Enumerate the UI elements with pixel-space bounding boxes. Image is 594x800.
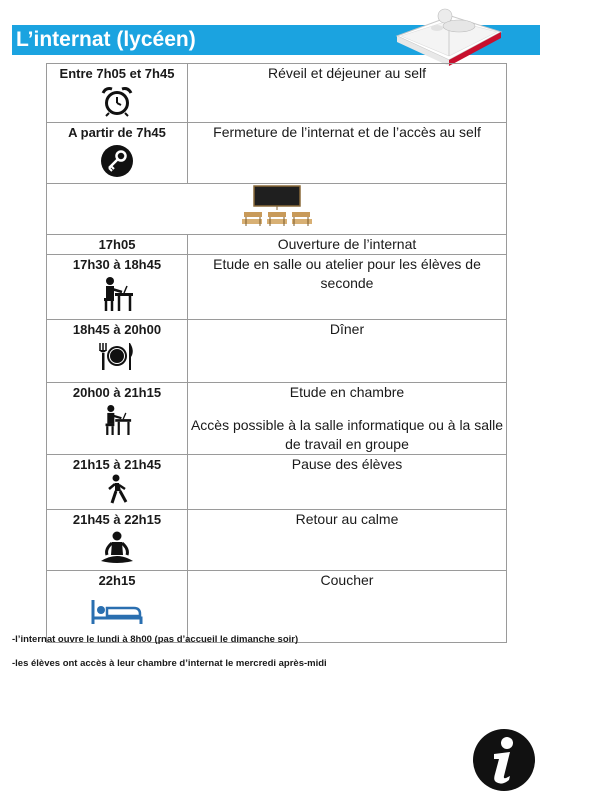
walking-person-icon — [103, 474, 131, 504]
activity-cell — [188, 571, 507, 643]
book-reader-icon — [393, 2, 505, 68]
time-cell — [47, 123, 188, 184]
activity-label: Pause des élèves — [291, 456, 403, 472]
activity-cell — [188, 255, 507, 320]
activity-cell — [188, 235, 507, 255]
study-desk-icon — [102, 404, 132, 436]
table-row — [47, 64, 507, 123]
table-row — [47, 123, 507, 184]
activity-cell — [188, 383, 507, 455]
time-label: Entre 7h05 et 7h45 — [59, 66, 175, 81]
meditation-icon — [97, 531, 137, 565]
time-cell — [47, 64, 188, 123]
table-row — [47, 571, 507, 643]
activity-cell — [188, 455, 507, 510]
table-row — [47, 510, 507, 571]
activity-extra-label: Accès possible à la salle informatique ou à la salle de travail en groupe — [190, 417, 504, 452]
activity-label: Etude en chambre — [289, 384, 405, 400]
table-row — [47, 455, 507, 510]
meal-icon — [97, 341, 137, 371]
activity-label: Etude en salle ou atelier pour les élèves de seconde — [213, 256, 481, 291]
activity-cell — [188, 320, 507, 383]
study-desk-icon — [100, 276, 134, 312]
table-row — [47, 255, 507, 320]
time-cell — [47, 510, 188, 571]
schedule-table — [46, 63, 507, 643]
activity-cell — [188, 64, 507, 123]
note-wednesday: -les élèves ont accès à leur chambre d’internat le mercredi après-midi — [12, 658, 327, 669]
time-label: 20h00 à 21h15 — [72, 385, 162, 400]
time-cell — [47, 320, 188, 383]
classroom-icon — [240, 184, 314, 228]
table-row — [47, 320, 507, 383]
page-title: L’internat (lycéen) — [16, 28, 196, 51]
activity-cell — [188, 123, 507, 184]
note-monday: -l’internat ouvre le lundi à 8h00 (pas d’accueil le dimanche soir) — [12, 634, 299, 645]
time-cell — [47, 571, 188, 643]
time-cell — [47, 383, 188, 455]
time-label: 21h45 à 22h15 — [72, 512, 162, 527]
classroom-cell — [47, 184, 507, 235]
activity-label: Retour au calme — [295, 511, 399, 527]
time-label: 17h30 à 18h45 — [72, 257, 162, 272]
time-label: 22h15 — [98, 573, 136, 588]
table-row — [47, 235, 507, 255]
time-cell — [47, 455, 188, 510]
activity-cell — [188, 510, 507, 571]
activity-label: Dîner — [329, 321, 365, 337]
activity-label: Ouverture de l’internat — [277, 236, 417, 252]
time-cell — [47, 235, 188, 255]
table-row — [47, 184, 507, 235]
activity-label: Coucher — [320, 572, 374, 588]
time-label: 21h15 à 21h45 — [72, 457, 162, 472]
key-icon — [100, 144, 134, 178]
activity-label: Fermeture de l’internat et de l’accès au self — [213, 124, 481, 140]
table-row — [47, 383, 507, 455]
activity-label: Réveil et déjeuner au self — [268, 65, 426, 81]
time-label: A partir de 7h45 — [68, 125, 166, 140]
time-label: 17h05 — [98, 237, 136, 252]
time-cell — [47, 255, 188, 320]
info-icon — [472, 728, 536, 792]
bed-icon — [90, 598, 144, 626]
alarm-clock-icon — [100, 85, 134, 117]
time-label: 18h45 à 20h00 — [72, 322, 162, 337]
